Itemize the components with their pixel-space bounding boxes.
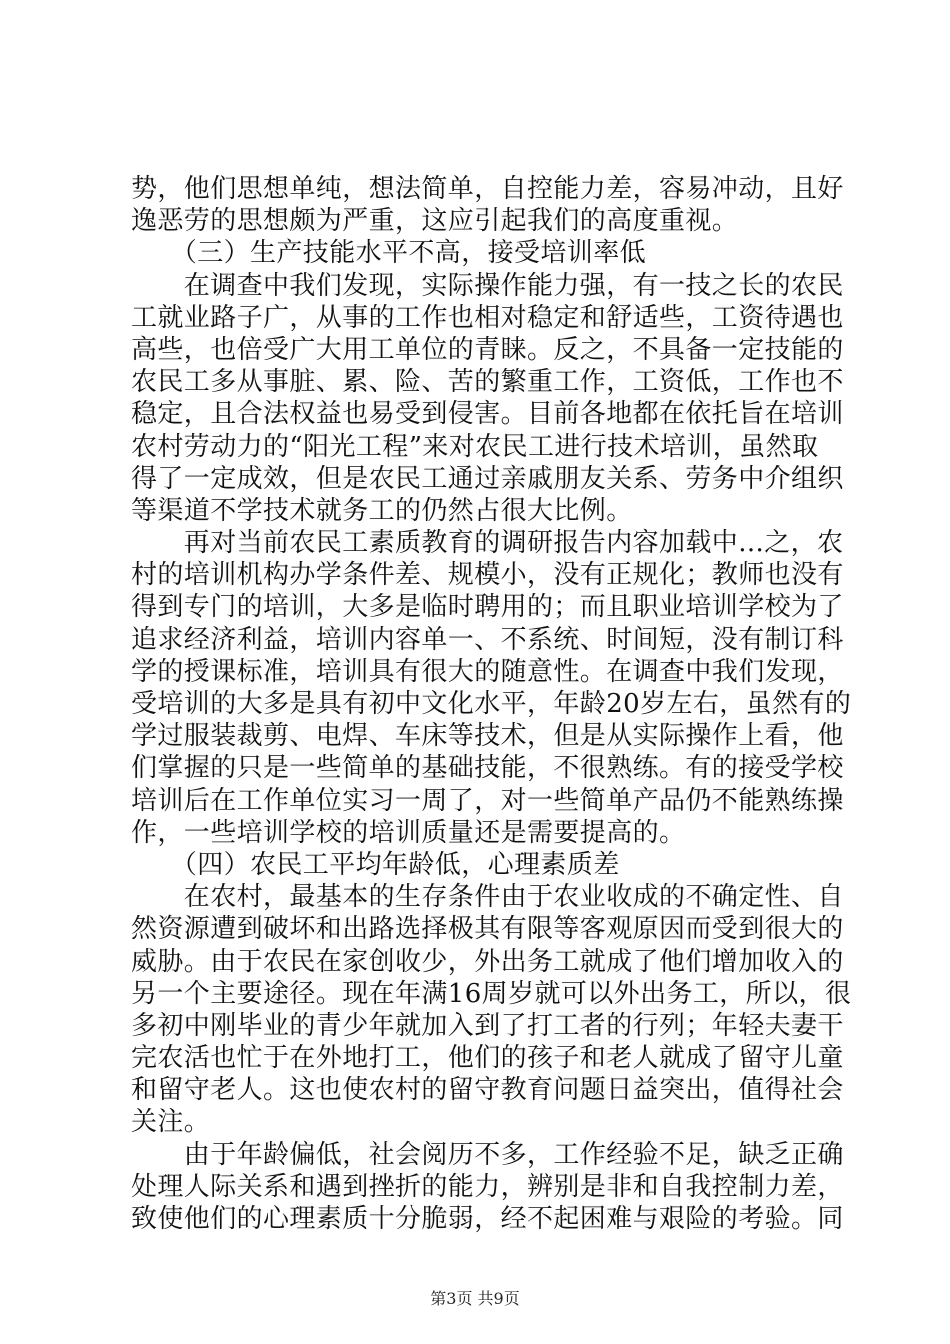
text-line: 多初中刚毕业的青少年就加入到了打工者的行列；年轻夫妻干 bbox=[131, 1010, 844, 1041]
text-line: 关注。 bbox=[131, 1107, 211, 1138]
text-line: 得了一定成效，但是农民工通过亲戚朋友关系、劳务中介组织 bbox=[131, 463, 844, 494]
text-line: 农村劳动力的“阳光工程”来对农民工进行技术培训，虽然取 bbox=[131, 431, 819, 462]
text-line: 等渠道不学技术就务工的仍然占很大比例。 bbox=[131, 495, 633, 526]
text-line: 得到专门的培训，大多是临时聘用的；而且职业培训学校为了 bbox=[131, 592, 844, 623]
text-line: 在调查中我们发现，实际操作能力强，有一技之长的农民 bbox=[131, 270, 844, 301]
text-line: 处理人际关系和遇到挫折的能力，辨别是非和自我控制力差， bbox=[131, 1171, 844, 1202]
section-heading: （三）生产技能水平不高，接受培训率低 bbox=[131, 238, 647, 269]
text-line: 势，他们思想单纯，想法简单，自控能力差，容易冲动，且好 bbox=[131, 174, 844, 204]
text-line: 逸恶劳的思想颇为严重，这应引起我们的高度重视。 bbox=[131, 206, 739, 237]
text-line: 作，一些培训学校的培训质量还是需要提高的。 bbox=[131, 817, 686, 848]
text-line: 们掌握的只是一些简单的基础技能，不很熟练。有的接受学校 bbox=[131, 753, 844, 784]
page-footer bbox=[0, 1286, 950, 1309]
text-line: 完农活也忙于在外地打工，他们的孩子和老人就成了留守儿童 bbox=[131, 1043, 844, 1074]
text-line: 由于年龄偏低，社会阅历不多，工作经验不足，缺乏正确 bbox=[131, 1139, 844, 1170]
text-line: 培训后在工作单位实习一周了，对一些简单产品仍不能熟练操 bbox=[131, 785, 844, 816]
text-line: 威胁。由于农民在家创收少，外出务工就成了他们增加收入的 bbox=[131, 946, 844, 977]
text-line: 另一个主要途径。现在年满16周岁就可以外出务工，所以，很 bbox=[131, 978, 852, 1009]
page-indicator: 第3页 共9页 bbox=[430, 1289, 520, 1308]
body-text bbox=[131, 173, 852, 1235]
section-heading: （四）农民工平均年龄低，心理素质差 bbox=[131, 849, 620, 880]
text-line: 学过服装裁剪、电焊、车床等技术，但是从实际操作上看，他 bbox=[131, 721, 844, 752]
text-line: 学的授课标准，培训具有很大的随意性。在调查中我们发现， bbox=[131, 656, 844, 687]
text-line: 在农村，最基本的生存条件由于农业收成的不确定性、自 bbox=[131, 882, 844, 913]
text-line: 高些，也倍受广大用工单位的青睐。反之，不具备一定技能的 bbox=[131, 334, 844, 365]
text-line: 农民工多从事脏、累、险、苦的繁重工作，工资低，工作也不 bbox=[131, 367, 844, 398]
text-line: 稳定，且合法权益也易受到侵害。目前各地都在依托旨在培训 bbox=[131, 399, 844, 430]
text-line: 再对当前农民工素质教育的调研报告内容加载中...之，农 bbox=[131, 528, 844, 559]
text-line: 然资源遭到破坏和出路选择极其有限等客观原因而受到很大的 bbox=[131, 914, 844, 945]
text-line: 和留守老人。这也使农村的留守教育问题日益突出，值得社会 bbox=[131, 1075, 844, 1106]
text-line: 致使他们的心理素质十分脆弱，经不起困难与艰险的考验。同 bbox=[131, 1204, 844, 1234]
text-line: 追求经济利益，培训内容单一、不系统、时间短，没有制订科 bbox=[131, 624, 844, 655]
text-line: 村的培训机构办学条件差、规模小，没有正规化；教师也没有 bbox=[131, 560, 844, 591]
text-line: 工就业路子广，从事的工作也相对稳定和舒适些，工资待遇也 bbox=[131, 302, 844, 333]
text-line: 受培训的大多是具有初中文化水平，年龄20岁左右，虽然有的 bbox=[131, 689, 852, 719]
